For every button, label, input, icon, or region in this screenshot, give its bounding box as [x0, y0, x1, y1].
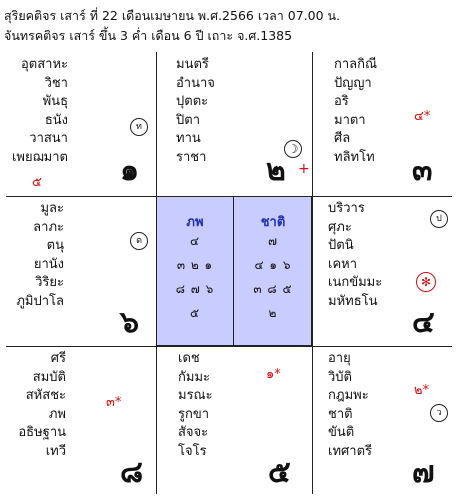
house-number: ๖ [120, 305, 140, 340]
house-word: ลาภะ [33, 219, 64, 235]
house-word: วิริยะ [35, 275, 64, 290]
house-8 [312, 346, 452, 494]
house-word: วาสนา [29, 131, 68, 146]
house-word: เดช [178, 351, 200, 366]
house-word: ภพ [48, 406, 66, 422]
house-1 [6, 52, 156, 196]
house-word: ชาติ [328, 406, 353, 422]
house-word: เพยฌมาต [11, 149, 68, 165]
house-word: กัมมะ [178, 369, 210, 385]
house-word: สมบัติ [32, 369, 66, 385]
house-4 [6, 196, 156, 346]
planet-circle: ป [430, 210, 448, 228]
chat-row: ๔ ๑ ๖ [254, 258, 292, 272]
house-word: ปัญญา [334, 75, 372, 91]
bhop-row: ๕ [189, 306, 201, 320]
house-word: ยานัง [33, 256, 64, 272]
house-word: ศีล [334, 131, 351, 146]
house-word: มหัทธโน [328, 293, 378, 309]
bhop-panel [157, 197, 233, 345]
house-words [8, 56, 68, 167]
house-3 [312, 52, 452, 196]
house-word: เนกขัมมะ [328, 275, 383, 290]
house-word: อธิษฐาน [18, 425, 66, 440]
chat-title: ชาติ [260, 215, 286, 230]
chat-row: ๗ [267, 234, 279, 248]
planet-circle: ว [430, 404, 448, 422]
house-word: กฎมพะ [328, 388, 369, 403]
house-word: อุตสาหะ [20, 57, 68, 72]
bhop-row: ๘ ๗ ๖ [175, 282, 215, 296]
house-word: รูกขา [178, 406, 210, 422]
house-number: ๑ [120, 153, 140, 188]
house-5 [312, 196, 452, 346]
chat-row: ๓ ๘ ๕ [253, 282, 293, 296]
house-words [334, 56, 398, 167]
house-number: ๒ [266, 153, 286, 188]
house-word: ศรี [50, 351, 66, 366]
house-word: กาลกิณี [334, 57, 378, 72]
bhop-row: ๓ ๒ ๑ [176, 258, 214, 272]
house-words [328, 350, 398, 461]
red-mark: ๕ [32, 175, 42, 190]
red-mark: ๔* [414, 109, 431, 124]
house-number: ๕ [268, 455, 291, 490]
chat-row: ๒ [268, 306, 278, 320]
house-number: ๔ [412, 305, 435, 340]
house-7 [156, 346, 312, 494]
header-solar-date: สุริยคติจร เสาร์ ที่ 22 เดือนเมษายน พ.ศ.2566 เวลา 07.00 น. [4, 8, 341, 23]
house-word: บริวาร [328, 201, 365, 216]
house-word: สัจจะ [178, 425, 209, 440]
house-6 [6, 346, 156, 494]
house-words [178, 350, 238, 461]
house-words [328, 200, 398, 311]
house-2: มนตรี อำนาจ ปุตตะ ปิตา ทาน ราชา ☽ ๒ + [176, 57, 310, 188]
house-number: ๗ [412, 455, 435, 490]
header-lunar-date: จันทรคติจร เสาร์ ขึ้น 3 ค่ำ เดือน 6 ปี เถาะ จ.ศ.1385 [4, 28, 293, 43]
house-word: ปัตนิ [328, 238, 354, 253]
house-word: มูละ [40, 201, 64, 216]
house-number: ๘ [120, 455, 144, 490]
house-words [8, 350, 66, 461]
house-word: มรณะ [178, 388, 213, 403]
red-circle-mark: ✻ [416, 272, 436, 292]
house-word: โจโร [178, 443, 207, 459]
moon-icon: ☽ [284, 140, 302, 158]
house-word: เคหา [328, 256, 358, 272]
house-word: เทศาตรี [328, 443, 372, 459]
center-panel [156, 196, 312, 346]
house-word: มาตา [334, 112, 366, 128]
bhop-title: ภพ [186, 215, 204, 230]
red-mark: ๒* [414, 383, 430, 398]
red-mark: ๓* [106, 395, 122, 410]
planet-circle: ท [130, 118, 148, 136]
house-word: ทลิทโท [334, 149, 375, 165]
house-word: วิชา [44, 75, 68, 91]
plus-mark: + [298, 161, 310, 177]
house-number: ๓ [412, 153, 433, 188]
red-mark: ๑* [266, 367, 281, 382]
house-word: ธนัง [44, 112, 68, 128]
bhop-row: ๔ [189, 234, 201, 248]
house-word: ตนุ [46, 238, 64, 253]
house-word: เทวี [45, 443, 66, 459]
house-word: ขันติ [328, 425, 355, 440]
horoscope-grid [6, 52, 452, 494]
chat-panel [235, 197, 311, 345]
house-word: สหัสชะ [25, 388, 66, 403]
house-words [8, 200, 64, 311]
house-word: วิบัติ [328, 369, 352, 385]
planet-circle: ต [130, 232, 148, 250]
house-word: อายุ [328, 351, 351, 366]
house-word: ภูมิปาโล [16, 293, 64, 309]
center-divider [233, 197, 234, 345]
house-word: พันธุ [42, 94, 68, 109]
house-word: อริ [334, 94, 349, 109]
house-word: ศุภะ [328, 219, 352, 235]
